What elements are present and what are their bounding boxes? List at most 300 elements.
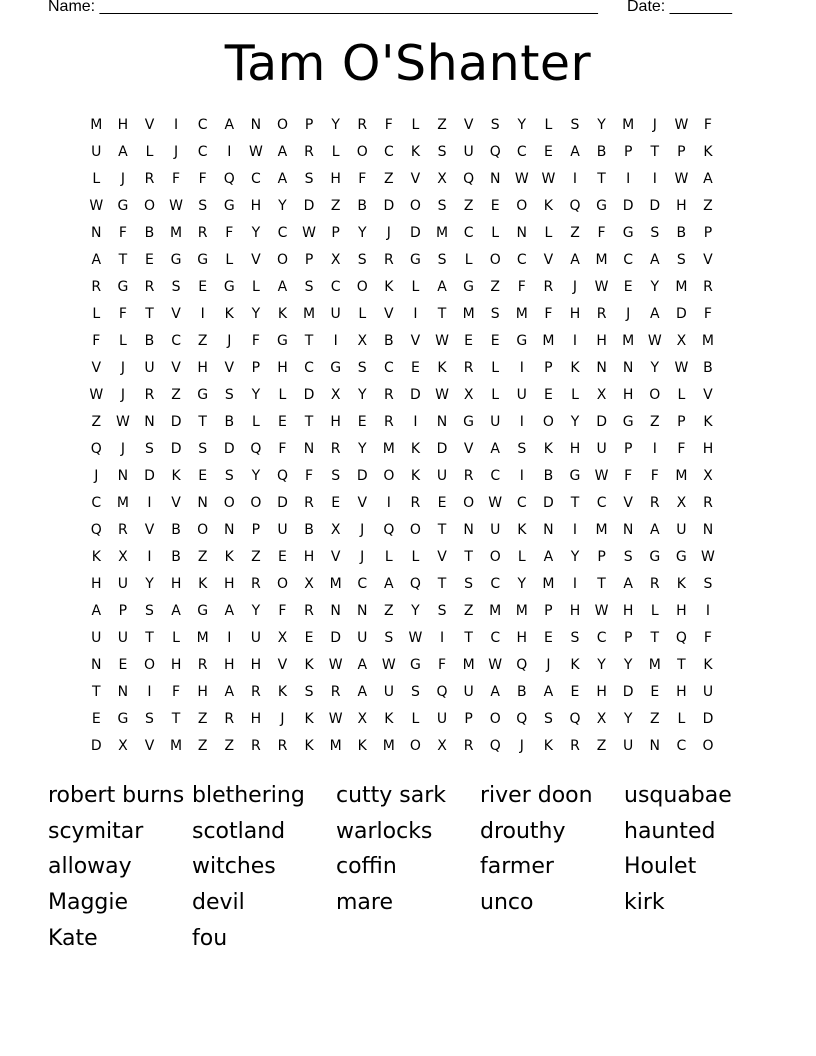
grid-cell: H	[702, 441, 714, 457]
grid-cell: A	[91, 252, 102, 268]
grid-cell: E	[278, 414, 287, 430]
header-line	[48, 0, 732, 17]
grid-cell: M	[595, 522, 608, 538]
grid-cell: C	[623, 252, 634, 268]
grid-cell: K	[410, 144, 421, 160]
grid-cell: O	[516, 198, 528, 214]
grid-cell: Q	[436, 684, 448, 700]
grid-cell: V	[703, 252, 713, 268]
grid-cell: L	[677, 711, 686, 727]
grid-cell: B	[676, 225, 687, 241]
grid-cell: W	[381, 657, 396, 673]
grid-cell: O	[276, 117, 288, 133]
grid-cell: T	[464, 549, 473, 565]
grid-cell: S	[543, 711, 553, 727]
grid-cell: J	[120, 387, 125, 403]
grid-cell: P	[544, 603, 553, 619]
grid-cell: O	[197, 522, 209, 538]
grid-cell: X	[118, 738, 128, 754]
grid-cell: R	[197, 225, 208, 241]
grid-cell: R	[304, 495, 314, 511]
grid-cell: T	[145, 306, 154, 322]
grid-cell: R	[383, 387, 394, 403]
grid-cell: R	[224, 711, 235, 727]
word-bank	[48, 778, 768, 956]
grid-cell: A	[91, 603, 102, 619]
grid-cell: X	[118, 549, 128, 565]
grid-cell: G	[330, 360, 342, 376]
grid-cell: N	[543, 522, 554, 538]
grid-cell: D	[170, 414, 182, 430]
grid-cell: X	[330, 522, 341, 538]
grid-cell: A	[490, 684, 500, 700]
grid-cell: K	[543, 441, 553, 457]
grid-cell: Y	[357, 441, 367, 457]
grid-cell: E	[91, 711, 101, 727]
grid-cell: W	[594, 468, 609, 484]
grid-cell: M	[90, 117, 103, 133]
grid-cell: R	[250, 684, 261, 700]
grid-cell: D	[356, 468, 368, 484]
word-bank-item: mare	[336, 890, 394, 916]
grid-cell: S	[410, 684, 420, 700]
grid-cell: Z	[463, 603, 474, 619]
grid-cell: C	[463, 225, 474, 241]
grid-cell: X	[357, 711, 368, 727]
grid-cell: Q	[489, 144, 501, 160]
grid-cell: T	[597, 171, 606, 187]
grid-cell: V	[277, 657, 288, 673]
grid-cell: H	[170, 657, 182, 673]
grid-cell: C	[596, 630, 607, 646]
grid-cell: U	[91, 630, 102, 646]
grid-cell: T	[304, 414, 314, 430]
grid-cell: A	[171, 603, 181, 619]
grid-cell: G	[675, 549, 687, 565]
grid-cell: N	[91, 225, 102, 241]
grid-cell: N	[117, 684, 129, 700]
word-bank-item: robert burns	[48, 783, 185, 808]
grid-cell: P	[251, 360, 261, 376]
grid-cell: P	[623, 441, 633, 457]
word-bank-item: kirk	[624, 890, 665, 916]
grid-cell: L	[411, 711, 420, 727]
grid-cell: U	[357, 630, 368, 646]
grid-cell: O	[250, 495, 262, 511]
grid-cell: F	[384, 117, 393, 133]
grid-cell: X	[330, 252, 341, 268]
grid-cell: H	[250, 198, 262, 214]
grid-cell: V	[357, 495, 368, 511]
grid-cell: S	[676, 252, 686, 268]
grid-cell: G	[170, 252, 182, 268]
grid-cell: Z	[384, 171, 394, 187]
word-bank-item: fou	[192, 925, 228, 951]
grid-cell: R	[330, 441, 341, 457]
grid-cell: H	[569, 603, 581, 619]
grid-cell: R	[596, 306, 607, 322]
grid-cell: Q	[90, 522, 102, 538]
grid-cell: I	[147, 549, 152, 565]
grid-cell: D	[436, 441, 448, 457]
grid-cell: C	[490, 630, 501, 646]
grid-cell: D	[383, 198, 395, 214]
grid-cell: M	[382, 441, 395, 457]
grid-cell: D	[330, 630, 342, 646]
grid-cell: O	[383, 468, 395, 484]
grid-cell: Y	[145, 576, 154, 592]
grid-cell: V	[463, 441, 474, 457]
grid-cell: M	[329, 576, 342, 592]
grid-cell: L	[251, 414, 260, 430]
grid-cell: V	[330, 549, 341, 565]
grid-cell: C	[490, 576, 501, 592]
grid-cell: G	[463, 279, 475, 295]
grid-cell: H	[596, 333, 607, 349]
grid-cell: F	[677, 441, 686, 457]
date-label: Date: _______	[627, 0, 732, 15]
grid-cell: V	[171, 495, 181, 511]
grid-cell: I	[439, 630, 445, 646]
grid-cell: V	[703, 387, 713, 403]
grid-cell: F	[118, 225, 127, 241]
grid-cell: L	[384, 549, 393, 565]
grid-cell: G	[409, 657, 421, 673]
grid-cell: B	[516, 684, 527, 700]
grid-cell: Q	[383, 522, 395, 538]
grid-cell: D	[303, 198, 315, 214]
grid-cell: C	[277, 225, 288, 241]
grid-cell: U	[490, 414, 501, 430]
grid-cell: F	[172, 684, 181, 700]
grid-cell: V	[543, 252, 554, 268]
grid-cell: I	[227, 630, 232, 646]
grid-cell: Z	[384, 603, 394, 619]
grid-cell: H	[303, 549, 315, 565]
grid-cell: C	[516, 252, 527, 268]
grid-cell: O	[409, 738, 421, 754]
grid-cell: R	[91, 279, 102, 295]
grid-cell: N	[489, 171, 501, 187]
grid-cell: I	[572, 522, 578, 538]
grid-cell: T	[650, 630, 660, 646]
grid-cell: R	[304, 603, 314, 619]
grid-cell: T	[171, 711, 181, 727]
grid-cell: E	[570, 684, 580, 700]
grid-cell: A	[570, 252, 580, 268]
grid-cell: L	[491, 387, 500, 403]
grid-cell: F	[172, 171, 181, 187]
grid-cell: Q	[463, 171, 475, 187]
grid-cell: I	[386, 495, 391, 511]
grid-cell: E	[490, 198, 500, 214]
grid-cell: V	[410, 171, 421, 187]
grid-cell: R	[543, 279, 554, 295]
grid-cell: L	[331, 144, 340, 160]
grid-cell: D	[277, 495, 288, 511]
grid-cell: Z	[649, 414, 660, 430]
grid-cell: P	[703, 225, 713, 241]
grid-cell: K	[703, 657, 713, 673]
grid-cell: D	[410, 387, 421, 403]
grid-cell: C	[197, 117, 208, 133]
grid-cell: V	[144, 522, 155, 538]
grid-cell: C	[516, 495, 527, 511]
word-bank-item: Maggie	[48, 890, 129, 916]
grid-cell: S	[437, 144, 447, 160]
grid-cell: B	[357, 198, 368, 214]
grid-cell: Q	[569, 711, 581, 727]
grid-cell: L	[491, 225, 500, 241]
grid-cell: Y	[597, 657, 606, 673]
grid-cell: D	[144, 468, 155, 484]
grid-cell: T	[437, 576, 447, 592]
grid-cell: B	[596, 144, 607, 160]
grid-cell: K	[357, 738, 367, 754]
grid-cell: K	[198, 576, 208, 592]
grid-cell: L	[571, 387, 579, 403]
grid-cell: G	[197, 387, 209, 403]
grid-cell: H	[91, 576, 102, 592]
grid-cell: G	[223, 198, 235, 214]
grid-cell: W	[435, 387, 449, 403]
grid-cell: O	[409, 198, 421, 214]
grid-cell: S	[384, 630, 394, 646]
grid-cell: R	[250, 738, 261, 754]
grid-cell: Y	[251, 387, 261, 403]
grid-cell: W	[514, 171, 529, 187]
grid-cell: L	[464, 252, 473, 268]
grid-cell: N	[596, 360, 607, 376]
grid-cell: M	[542, 333, 555, 349]
grid-cell: L	[650, 603, 659, 619]
grid-cell: R	[144, 387, 155, 403]
grid-cell: K	[570, 657, 580, 673]
grid-cell: D	[90, 738, 102, 754]
grid-cell: A	[224, 684, 235, 700]
grid-cell: A	[543, 549, 554, 565]
grid-cell: B	[171, 522, 181, 538]
grid-cell: W	[89, 387, 104, 403]
grid-cell: G	[223, 279, 235, 295]
grid-cell: U	[144, 360, 155, 376]
grid-cell: N	[303, 441, 315, 457]
grid-cell: J	[280, 711, 285, 727]
grid-cell: X	[330, 387, 341, 403]
grid-cell: C	[596, 495, 607, 511]
grid-cell: E	[543, 630, 553, 646]
grid-cell: Y	[251, 225, 261, 241]
grid-cell: J	[652, 117, 657, 133]
grid-cell: S	[437, 603, 447, 619]
grid-cell: W	[435, 333, 449, 349]
grid-cell: T	[464, 630, 473, 646]
grid-cell: X	[437, 738, 447, 754]
grid-cell: Q	[409, 576, 421, 592]
grid-cell: A	[623, 576, 633, 592]
grid-cell: V	[251, 252, 261, 268]
grid-cell: G	[197, 603, 209, 619]
grid-cell: P	[597, 549, 606, 565]
grid-cell: R	[703, 495, 713, 511]
grid-cell: I	[626, 171, 631, 187]
grid-cell: M	[462, 657, 475, 673]
grid-cell: B	[171, 549, 181, 565]
grid-cell: Y	[597, 117, 606, 133]
grid-cell: V	[144, 738, 155, 754]
grid-cell: M	[170, 738, 183, 754]
grid-cell: T	[597, 576, 606, 592]
grid-cell: S	[145, 603, 154, 619]
grid-cell: I	[519, 360, 524, 376]
grid-cell: K	[410, 441, 421, 457]
grid-cell: K	[277, 306, 288, 322]
grid-cell: H	[676, 603, 687, 619]
grid-cell: S	[331, 468, 341, 484]
grid-cell: G	[117, 279, 129, 295]
grid-cell: I	[652, 441, 657, 457]
grid-cell: T	[145, 630, 154, 646]
grid-cell: K	[570, 360, 580, 376]
grid-cell: K	[304, 738, 314, 754]
grid-cell: V	[171, 360, 181, 376]
grid-cell: Y	[623, 657, 633, 673]
grid-cell: E	[410, 360, 420, 376]
grid-cell: F	[92, 333, 101, 349]
grid-cell: H	[516, 630, 528, 646]
grid-cell: Y	[650, 279, 660, 295]
grid-cell: K	[517, 522, 527, 538]
grid-cell: T	[118, 252, 128, 268]
grid-cell: W	[89, 198, 104, 214]
grid-cell: F	[437, 657, 447, 673]
grid-cell: K	[304, 657, 314, 673]
grid-cell: N	[144, 414, 155, 430]
grid-cell: U	[516, 387, 527, 403]
grid-cell: G	[409, 252, 421, 268]
grid-cell: P	[623, 144, 633, 160]
grid-cell: J	[546, 657, 551, 673]
grid-cell: W	[248, 144, 263, 160]
grid-cell: N	[197, 495, 208, 511]
grid-cell: V	[91, 360, 102, 376]
grid-cell: H	[170, 576, 182, 592]
grid-cell: W	[674, 360, 689, 376]
grid-cell: M	[515, 603, 528, 619]
grid-cell: I	[413, 306, 418, 322]
grid-cell: Y	[278, 198, 287, 214]
grid-cell: M	[701, 333, 714, 349]
grid-cell: Z	[197, 333, 208, 349]
grid-cell: I	[572, 576, 578, 592]
grid-cell: R	[304, 144, 314, 160]
grid-cell: L	[411, 549, 420, 565]
grid-cell: D	[303, 387, 315, 403]
grid-cell: T	[437, 306, 447, 322]
grid-cell: M	[595, 252, 608, 268]
grid-cell: A	[224, 603, 235, 619]
grid-cell: Y	[411, 603, 420, 619]
grid-cell: U	[702, 684, 714, 700]
grid-cell: K	[224, 549, 234, 565]
grid-cell: H	[330, 171, 341, 187]
grid-cell: M	[622, 117, 635, 133]
grid-cell: Y	[517, 576, 527, 592]
grid-cell: E	[437, 495, 447, 511]
grid-cell: M	[462, 306, 475, 322]
grid-cell: R	[277, 738, 288, 754]
grid-cell: O	[489, 711, 501, 727]
grid-cell: F	[597, 225, 606, 241]
grid-cell: L	[251, 279, 260, 295]
word-bank-item: farmer	[480, 854, 554, 880]
grid-cell: G	[622, 414, 634, 430]
word-bank-item: unco	[480, 890, 534, 916]
grid-cell: C	[171, 333, 181, 349]
grid-cell: Q	[276, 468, 288, 484]
grid-cell: K	[304, 711, 314, 727]
grid-cell: U	[463, 144, 474, 160]
grid-cell: A	[649, 306, 660, 322]
grid-cell: Y	[517, 117, 527, 133]
grid-cell: N	[91, 657, 102, 673]
grid-cell: I	[147, 495, 152, 511]
grid-cell: D	[675, 306, 687, 322]
grid-cell: N	[117, 468, 129, 484]
grid-cell: H	[224, 657, 235, 673]
grid-cell: S	[570, 630, 580, 646]
grid-cell: J	[120, 171, 125, 187]
grid-cell: W	[302, 225, 316, 241]
grid-cell: V	[144, 117, 155, 133]
grid-cell: Y	[570, 549, 580, 565]
grid-cell: U	[463, 684, 474, 700]
grid-cell: R	[570, 738, 580, 754]
grid-cell: N	[622, 360, 634, 376]
grid-cell: K	[224, 306, 234, 322]
grid-cell: Z	[197, 738, 208, 754]
grid-cell: S	[464, 576, 474, 592]
grid-cell: Z	[463, 198, 474, 214]
grid-cell: W	[488, 657, 503, 673]
grid-cell: W	[169, 198, 183, 214]
grid-cell: A	[649, 522, 660, 538]
word-bank-item: witches	[192, 854, 276, 880]
grid-cell: H	[676, 684, 687, 700]
grid-cell: C	[91, 495, 102, 511]
grid-cell: A	[543, 684, 554, 700]
grid-cell: L	[145, 144, 154, 160]
grid-cell: X	[676, 333, 687, 349]
grid-cell: W	[594, 603, 609, 619]
grid-cell: N	[463, 522, 474, 538]
grid-cell: Z	[330, 198, 341, 214]
grid-cell: L	[172, 630, 180, 646]
grid-cell: F	[517, 279, 526, 295]
grid-cell: C	[304, 360, 314, 376]
grid-cell: V	[224, 360, 235, 376]
grid-cell: Y	[251, 306, 261, 322]
grid-cell: K	[543, 198, 553, 214]
grid-cell: I	[333, 333, 338, 349]
grid-cell: V	[171, 306, 181, 322]
grid-cell: M	[196, 630, 209, 646]
grid-cell: R	[197, 657, 208, 673]
grid-cell: K	[703, 144, 713, 160]
grid-cell: I	[147, 684, 152, 700]
grid-cell: G	[117, 198, 129, 214]
grid-cell: Z	[171, 387, 181, 403]
